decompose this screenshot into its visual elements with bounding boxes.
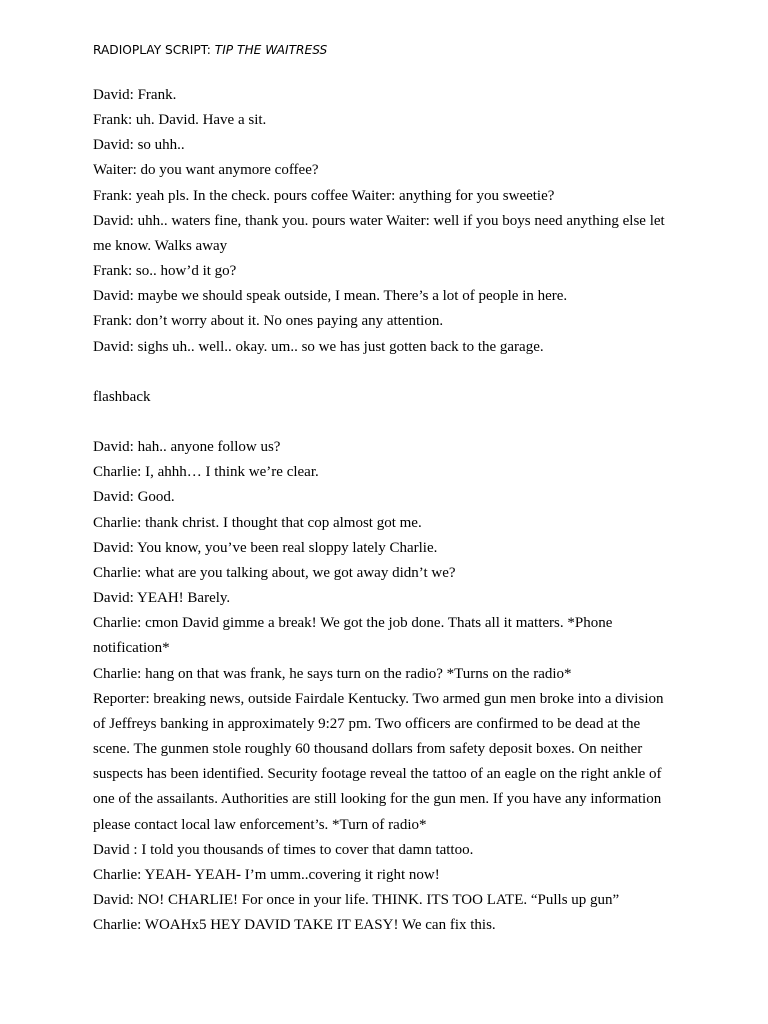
dialogue-line: David: You know, you’ve been real sloppy lately Charlie. — [93, 539, 438, 556]
dialogue-line: Charlie: YEAH- YEAH- I’m umm..covering it right now! — [93, 866, 440, 883]
dialogue-line: David: so uhh.. — [93, 137, 185, 154]
script-title: TIP THE WAITRESS — [214, 43, 328, 57]
dialogue-line: Frank: so.. how’d it go? — [93, 263, 237, 280]
dialogue-line: David: Frank. — [93, 87, 177, 103]
dialogue-line: Frank: yeah pls. In the check. pours coffee Waiter: anything for you sweetie? — [93, 187, 555, 204]
dialogue-line: Charlie: thank christ. I thought that cop almost got me. — [93, 514, 422, 531]
script-body — [93, 83, 678, 938]
dialogue-line: David: hah.. anyone follow us? — [93, 439, 281, 456]
dialogue-line: David : I told you thousands of times to cover that damn tattoo. — [93, 841, 474, 858]
dialogue-line: David: uhh.. waters fine, thank you. pours water Waiter: well if you boys need anything else let me know. Walks away — [93, 212, 665, 254]
dialogue-line: Charlie: cmon David gimme a break! We got the job done. Thats all it matters. *Phone notification* — [93, 615, 613, 657]
dialogue-line: Charlie: hang on that was frank, he says turn on the radio? *Turns on the radio* — [93, 665, 572, 682]
dialogue-line: Frank: uh. David. Have a sit. — [93, 112, 267, 129]
blank-line — [93, 410, 678, 435]
dialogue-line: Charlie: WOAHx5 HEY DAVID TAKE IT EASY! We can fix this. — [93, 917, 496, 934]
dialogue-line: David: YEAH! Barely. — [93, 590, 231, 607]
dialogue-line: Reporter: breaking news, outside Fairdale Kentucky. Two armed gun men broke into a division of Jeffreys banking in approximately 9:27 pm. Two officers are confirmed to be dead at the scene. The gunmen stole roughly 60 thousand dollars from safety deposit boxes. On neither suspects has been identified. Security footage reveal the tattoo of an eagle on the right ankle of one of the assailants. Authorities are still looking for the gun men. If you have any information please contact local law enforcement’s. *Turn of radio* — [93, 690, 664, 833]
blank-line — [93, 360, 678, 385]
dialogue-line: David: maybe we should speak outside, I mean. There’s a lot of people in here. — [93, 288, 568, 305]
dialogue-line: Charlie: what are you talking about, we got away didn’t we? — [93, 564, 456, 581]
dialogue-line: Frank: don’t worry about it. No ones paying any attention. — [93, 313, 444, 330]
script-header — [93, 43, 327, 57]
dialogue-line: David: Good. — [93, 489, 175, 506]
dialogue-line: Waiter: do you want anymore coffee? — [93, 162, 319, 179]
dialogue-line: Charlie: I, ahhh… I think we’re clear. — [93, 464, 319, 481]
dialogue-line: David: NO! CHARLIE! For once in your life. THINK. ITS TOO LATE. “Pulls up gun” — [93, 891, 620, 908]
scene-direction: flashback — [93, 388, 151, 405]
dialogue-line: David: sighs uh.. well.. okay. um.. so we has just gotten back to the garage. — [93, 338, 544, 355]
header-prefix: RADIOPLAY SCRIPT: — [93, 43, 215, 57]
